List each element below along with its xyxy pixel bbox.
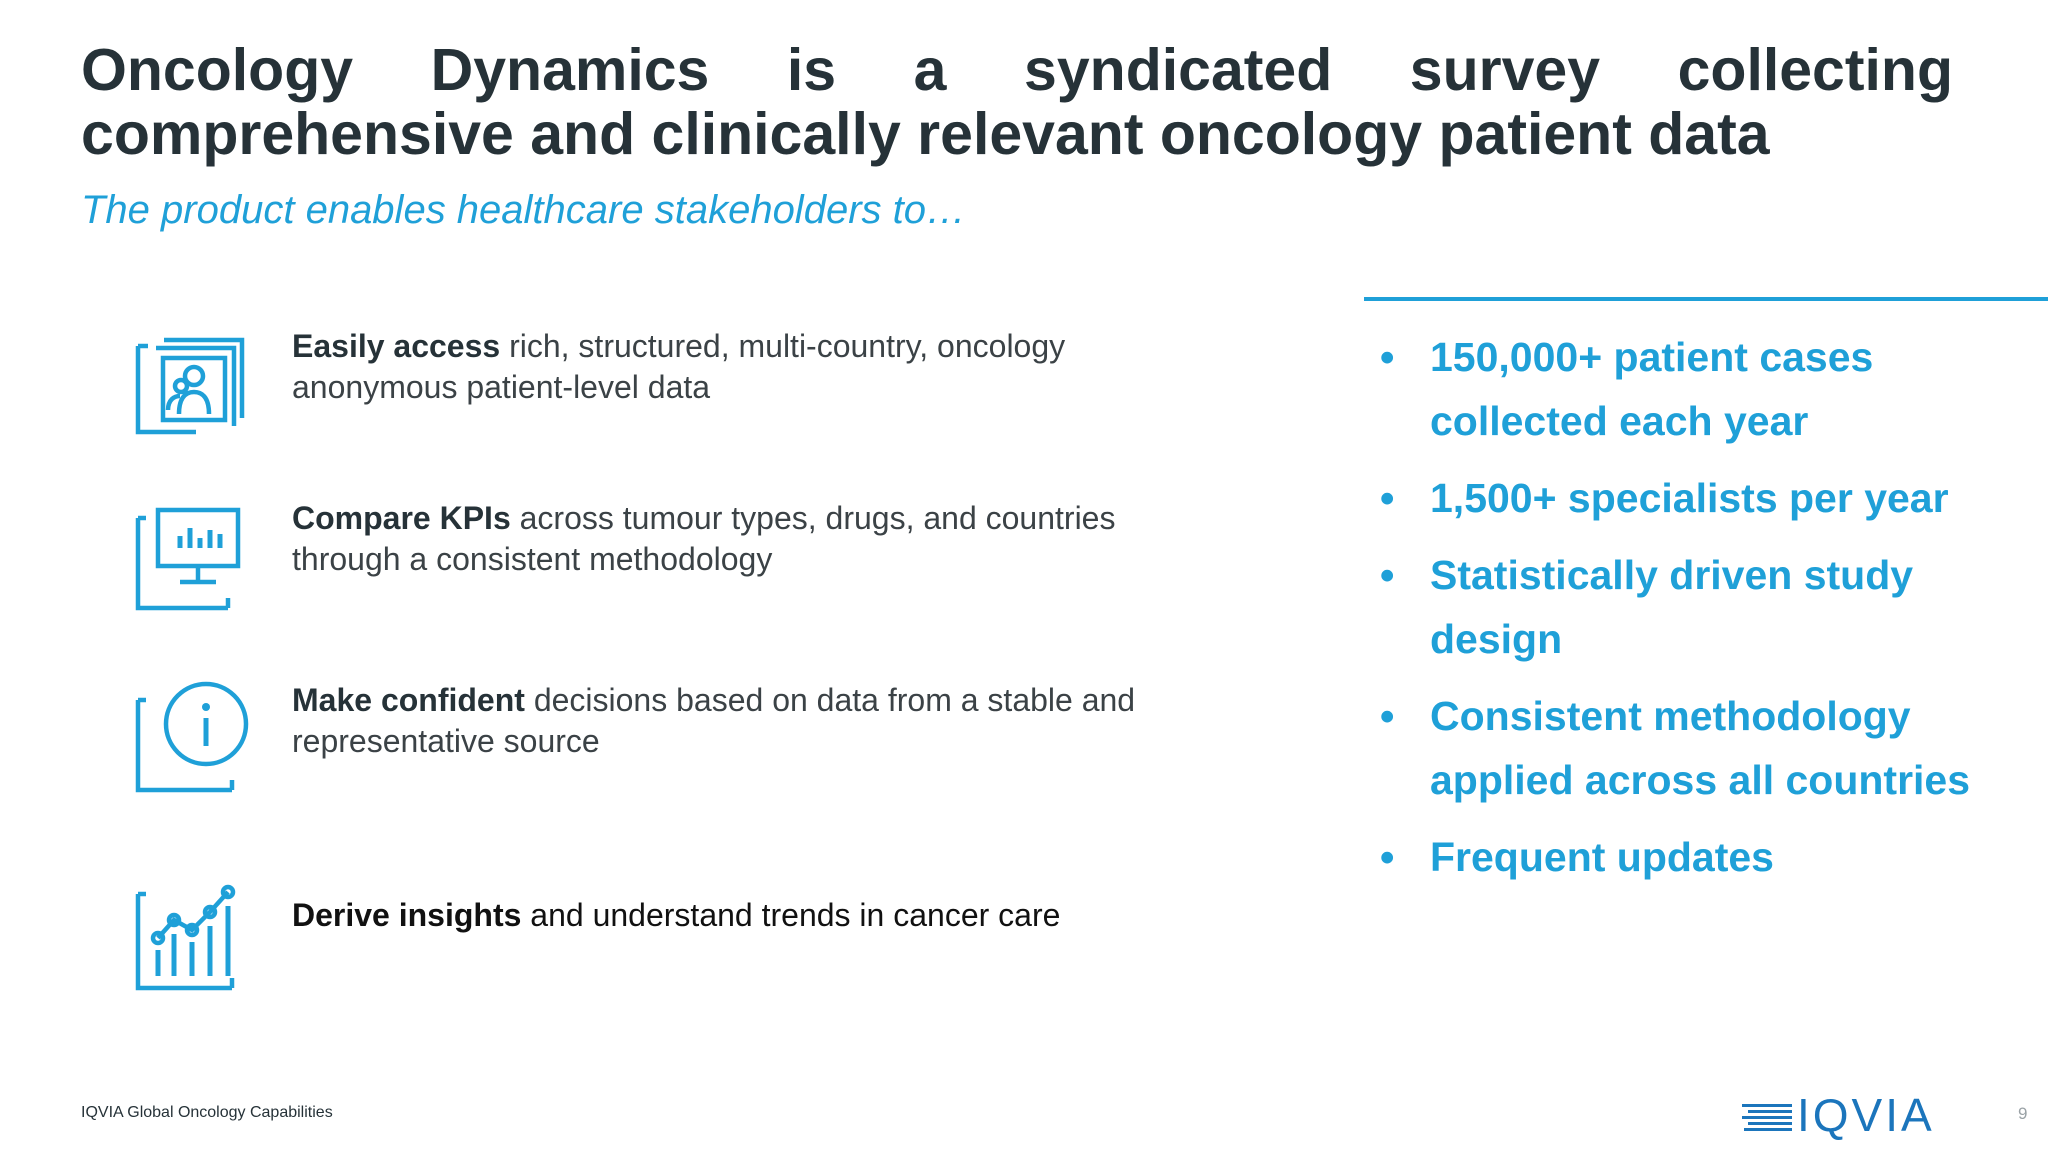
highlight-text: Statistically driven study design xyxy=(1430,552,1914,662)
highlights-list xyxy=(1380,325,2020,902)
highlight-item xyxy=(1380,543,2020,671)
feature-text xyxy=(292,326,1212,408)
trend-chart-icon xyxy=(134,878,254,1008)
feature-bold-text: Compare KPIs xyxy=(292,500,511,536)
bullet-dot: • xyxy=(1380,552,1395,598)
bullet-dot: • xyxy=(1380,834,1395,880)
highlight-text: 150,000+ patient cases collected each year xyxy=(1430,334,1874,444)
feature-derive-insights xyxy=(134,878,1214,1008)
feature-body-text: and understand trends in cancer care xyxy=(521,897,1061,933)
bullet-dot: • xyxy=(1380,475,1395,521)
logo-stripes-icon xyxy=(1742,1094,1794,1138)
feature-text xyxy=(292,680,1212,762)
feature-text xyxy=(292,895,1212,936)
feature-body-text: across tumour types, drugs, and countries through a consistent methodology xyxy=(292,500,1116,577)
iqvia-logo xyxy=(1742,1089,1942,1141)
bullet-dot: • xyxy=(1380,334,1395,380)
highlights-divider xyxy=(1364,297,2048,301)
feature-easily-access xyxy=(134,326,1214,456)
feature-text xyxy=(292,498,1212,580)
logo-wordmark: IQVIA xyxy=(1797,1089,1935,1141)
slide-title xyxy=(81,38,1953,166)
feature-make-confident xyxy=(134,680,1214,810)
highlight-item xyxy=(1380,684,2020,812)
highlight-text: Frequent updates xyxy=(1430,834,1774,880)
feature-body-text: rich, structured, multi-country, oncology anonymous patient-level data xyxy=(292,328,1066,405)
feature-bold-text: Make confident xyxy=(292,682,525,718)
highlight-text: Consistent methodology applied across all countries xyxy=(1430,693,1971,803)
feature-compare-kpis xyxy=(134,498,1214,628)
info-icon xyxy=(134,680,254,810)
feature-bold-text: Easily access xyxy=(292,328,501,364)
footer-label: IQVIA Global Oncology Capabilities xyxy=(81,1104,333,1121)
highlight-item xyxy=(1380,825,2020,889)
highlight-text: 1,500+ specialists per year xyxy=(1430,475,1949,521)
slide-title-line-2: comprehensive and clinically relevant oncology patient data xyxy=(81,101,1770,167)
highlight-item xyxy=(1380,325,2020,453)
slide-subtitle: The product enables healthcare stakeholders to… xyxy=(81,188,966,232)
monitor-bar-chart-icon xyxy=(134,498,254,628)
bullet-dot: • xyxy=(1380,693,1395,739)
feature-body-text: decisions based on data from a stable and representative source xyxy=(292,682,1136,759)
slide-title-line-1: Oncology Dynamics is a syndicated survey collecting xyxy=(81,37,1953,103)
highlight-item xyxy=(1380,466,2020,530)
patient-records-icon xyxy=(134,326,254,456)
feature-bold-text: Derive insights xyxy=(292,897,522,933)
page-number: 9 xyxy=(2018,1104,2028,1123)
